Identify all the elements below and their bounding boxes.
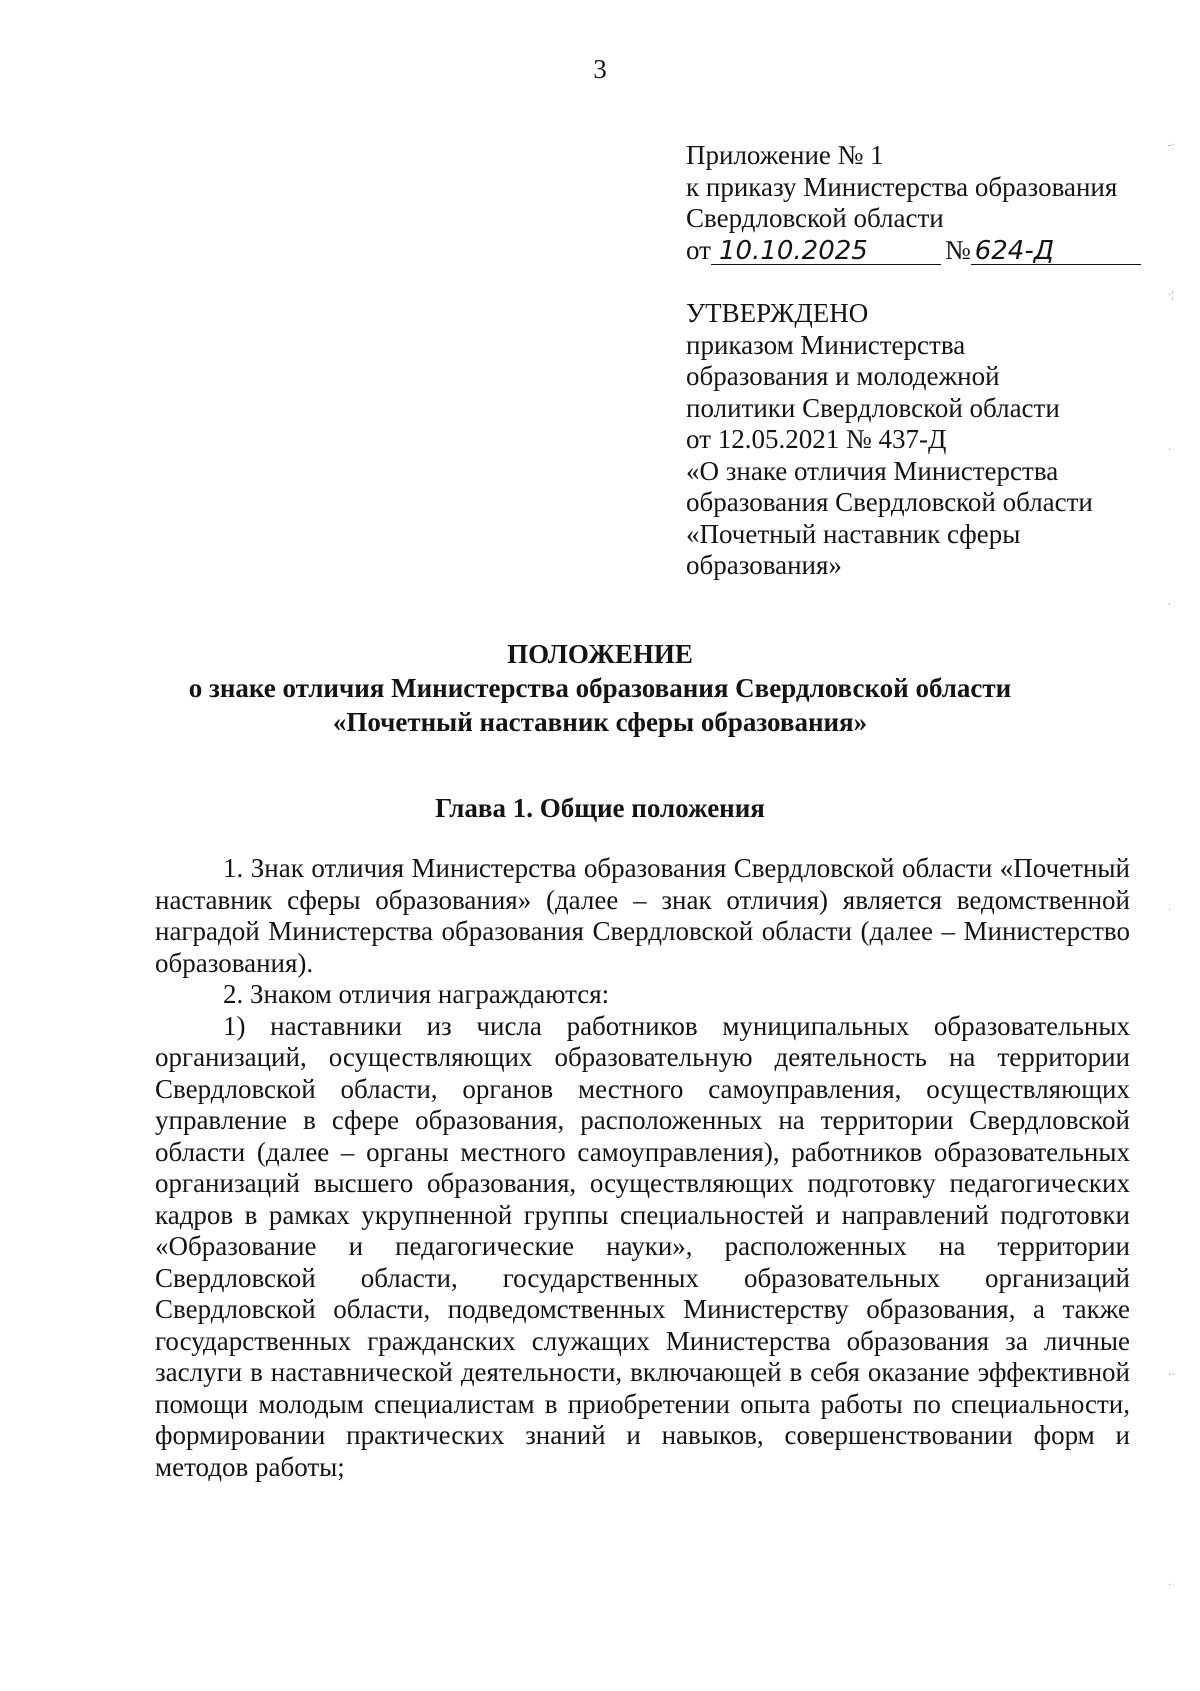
- approved-line: политики Свердловской области: [686, 392, 1060, 423]
- scan-mark: ·: [1168, 1580, 1172, 1591]
- appendix-date-line: [686, 235, 1141, 267]
- chapter-heading: Глава 1. Общие положения: [435, 793, 765, 823]
- page-number: 3: [593, 54, 607, 84]
- document-title: [0, 637, 1200, 739]
- scan-mark: ··: [1168, 1370, 1175, 1381]
- date-prefix: от: [686, 234, 711, 265]
- scan-mark: ·: [1168, 445, 1172, 456]
- approved-line: образования и молодежной: [686, 361, 1000, 391]
- scan-mark: ·: [1168, 600, 1172, 611]
- approved-line: образования Свердловской области: [686, 487, 1093, 517]
- paragraph: 2. Знаком отличия награждаются:: [223, 979, 610, 1009]
- handwritten-date: 10.10.2025: [711, 238, 941, 265]
- approved-block: [686, 298, 1093, 582]
- approved-line: «Почетный наставник сферы: [686, 518, 1021, 549]
- appendix-line: Свердловской области: [686, 203, 944, 233]
- handwritten-order-number: 624-Д: [971, 238, 1141, 265]
- paragraph: 1. Знак отличия Министерства образования Свердловской области «Почетный наставник сферы образования» (далее – знак отличия) является ведомственной наградой Министерства образования Свердловской области (далее – Министерство образования).: [155, 853, 1130, 978]
- title-main: ПОЛОЖЕНИЕ: [507, 639, 693, 669]
- scan-mark: ·¦: [1168, 290, 1174, 301]
- body-text: [155, 853, 1130, 1483]
- number-prefix: №: [944, 234, 971, 265]
- title-subline: «Почетный наставник сферы образования»: [332, 707, 868, 737]
- appendix-line: Приложение № 1: [686, 140, 884, 170]
- approved-line: от 12.05.2021 № 437-Д: [686, 424, 947, 454]
- appendix-line: к приказу Министерства образования: [686, 171, 1118, 202]
- title-subline: о знаке отличия Министерства образования Свердловской области: [188, 673, 1012, 703]
- approved-line: образования»: [686, 550, 842, 580]
- scan-mark: ·: [1168, 905, 1172, 916]
- paragraph: 1) наставники из числа работников муниципальных образовательных организаций, осуществляющих образовательную деятельность на территории Свердловской области, органов местного самоуправления, осуществляющих управление в сфере образования, расположенных на территории Свердловской области (далее – органы местного самоуправления), работников образовательных организаций высшего образования, осуществляющих подготовку педагогических кадров в рамках укрупненной группы специальностей и направлений подготовки «Образование и педагогические науки», расположенных на территории Свердловской области, государственных образовательных организаций Свердловской области, подведомственных Министерству образования, а также государственных гражданских служащих Министерства образования за личные заслуги в наставнической деятельности, включающей в себя оказание эффективной помощи молодым специалистам в приобретении опыта работы по специальности, формировании практических знаний и навыков, совершенствовании форм и методов работы;: [155, 1010, 1130, 1482]
- approved-line: «О знаке отличия Министерства: [686, 455, 1059, 486]
- appendix-block: [686, 140, 1141, 266]
- approved-heading: УТВЕРЖДЕНО: [686, 298, 869, 328]
- scan-mark: -·: [1168, 140, 1175, 151]
- approved-line: приказом Министерства: [686, 329, 966, 360]
